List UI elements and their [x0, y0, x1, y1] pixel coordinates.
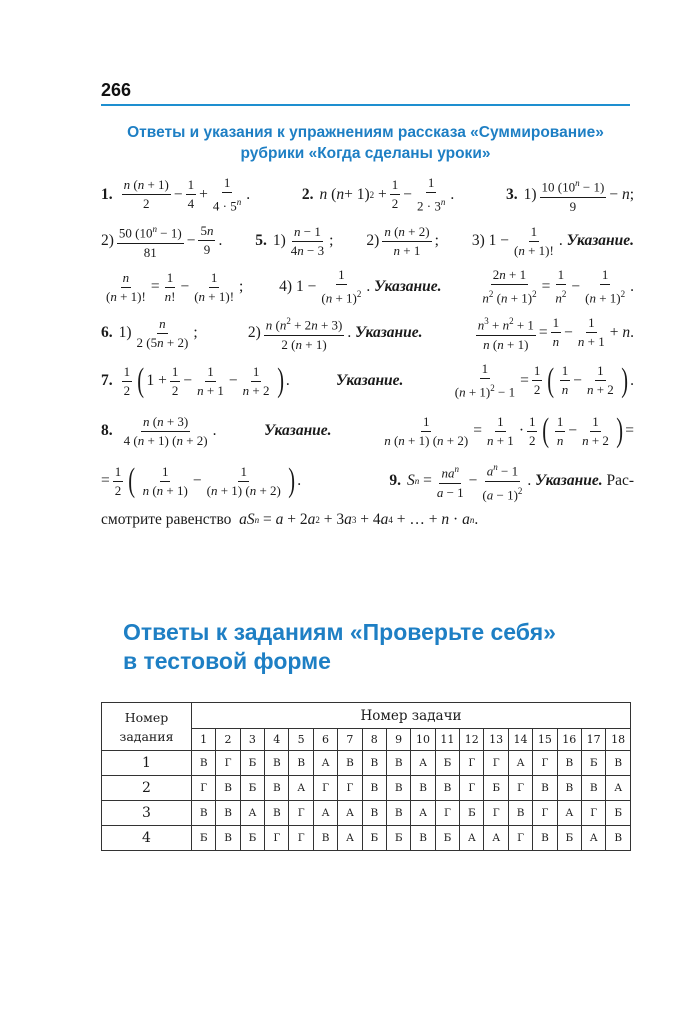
table-body	[102, 751, 631, 851]
section-title-line-1: Ответы и указания к упражнениям рассказа «Суммирование»	[127, 124, 604, 141]
math-fraction: $\frac{n (n + 2)}{n + 1}$	[384, 223, 430, 258]
answer-cell: В	[216, 776, 240, 801]
answer-cell: Б	[606, 801, 631, 826]
answer-cell: А	[557, 801, 581, 826]
answer-cell: Б	[240, 776, 264, 801]
math-fraction: $\frac{1}{(n + 1) (n + 2)}$	[206, 463, 281, 498]
math-fraction: $\frac{1}{n (n + 1)}$	[142, 463, 188, 498]
math-fraction: $\frac{n (n + 3)}{4 (n + 1) (n + 2)}$	[123, 413, 208, 448]
item-5-label: 5.	[255, 232, 267, 249]
answer-cell: Г	[484, 801, 508, 826]
answer-cell: Г	[289, 826, 313, 851]
table-row	[102, 801, 631, 826]
sub-1-label: 1)	[523, 185, 537, 203]
answer-cell: В	[265, 801, 289, 826]
task-number-cell: 4	[102, 826, 192, 851]
answer-cell: Г	[460, 776, 484, 801]
math-fraction: $\frac{1}{n + 2}$	[586, 363, 614, 398]
tests-title-line-1: Ответы к заданиям «Проверьте себя»	[123, 619, 556, 645]
answer-cell: А	[338, 826, 362, 851]
answer-cell: А	[484, 826, 508, 851]
table-row	[102, 826, 631, 851]
column-number: 14	[508, 729, 532, 751]
math-fraction: $\frac{1}{(n + 1)!}$	[194, 269, 235, 304]
answer-cell: В	[289, 751, 313, 776]
sub-2-label: 2)	[247, 323, 261, 341]
answer-cell: В	[557, 751, 581, 776]
section-title-line-2: рубрики «Когда сделаны уроки»	[240, 145, 491, 162]
hint-word: Указание.	[535, 472, 603, 489]
column-number: 4	[265, 729, 289, 751]
hint-word: Указание.	[355, 323, 423, 341]
sub-1-label: 1)	[272, 232, 286, 249]
column-number: 8	[362, 729, 386, 751]
math-fraction: $\frac{1}{n + 2}$	[582, 413, 609, 448]
math-fraction: $\frac{n - 1}{4n - 3}$	[290, 223, 325, 258]
sub-3-label: 3)	[471, 232, 485, 249]
answer-cell: В	[411, 826, 435, 851]
answer-cell: В	[533, 776, 557, 801]
math-fraction: $\frac{1}{4}$	[187, 177, 195, 212]
math-fraction: $\frac{1}{2}$	[391, 177, 399, 212]
answer-cell: Б	[435, 826, 459, 851]
answer-cell: В	[386, 751, 410, 776]
answer-cell: Б	[240, 751, 264, 776]
answer-cell: В	[216, 801, 240, 826]
answer-cell: А	[508, 751, 532, 776]
answer-cell: А	[411, 751, 435, 776]
column-number: 16	[557, 729, 581, 751]
column-number: 9	[386, 729, 410, 751]
column-number: 7	[338, 729, 362, 751]
item-1-label: 1.	[101, 185, 113, 203]
answer-cell: В	[313, 826, 337, 851]
column-number: 5	[289, 729, 313, 751]
item-3-label: 3.	[506, 185, 518, 203]
math-fraction: $\frac{1}{2}$	[528, 413, 536, 448]
math-fraction: $\frac{1}{2}$	[114, 463, 122, 498]
tests-title	[123, 618, 556, 676]
line-9-end: Рас-	[606, 472, 634, 489]
task-number-cell: 2	[102, 776, 192, 801]
math-fraction: $\frac{na^n}{a - 1}$	[435, 461, 466, 500]
answer-line-3: $\frac{n}{(n + 1)!}$ = $\frac{1}{n!}$ − $\frac{1}{(n + 1)!}$ ; 4) 1 − $\frac{1}{(n + 1)^2}$ . Указание. $\frac{2n + 1}{n^2 (n + 1)^2}$ = $\frac{1}{n^2}$ − $\frac{1}{(n + 1)^2}$ .	[106, 267, 634, 306]
answer-cell: Г	[435, 801, 459, 826]
math-fraction: $\frac{1}{(n + 1)^2 - 1}$	[454, 361, 516, 400]
math-fraction: $\frac{1}{n}$	[556, 413, 564, 448]
answer-cell: В	[581, 776, 605, 801]
line-last-prefix: смотрите равенство	[101, 511, 232, 528]
item-6-label: 6.	[101, 324, 113, 341]
math-fraction: $\frac{1}{n + 1}$	[197, 363, 224, 398]
item-2-label: 2.	[301, 185, 314, 203]
answer-cell: Г	[216, 751, 240, 776]
answer-line-1: 1. $\frac{n (n + 1)}{2}$ − $\frac{1}{4}$ + $\frac{1}{4 \cdot 5^n}$ . 2. n ( n + 1) 2 + $\frac{1}{2}$ − $\frac{1}{2 \cdot 3^n}$ . 3. 1) $\frac{10 (10^n - 1)}{9}$ − n ;	[101, 175, 634, 214]
answer-cell: А	[460, 826, 484, 851]
answer-cell: Г	[313, 776, 337, 801]
answer-cell: Б	[191, 826, 215, 851]
math-fraction: $\frac{5n}{9}$	[200, 223, 214, 258]
answer-cell: Г	[338, 776, 362, 801]
math-fraction: $\frac{10 (10^n - 1)}{9}$	[540, 175, 607, 214]
answer-cell: В	[191, 801, 215, 826]
header-task-number: Номер задания	[102, 703, 192, 751]
answer-cell: Б	[386, 826, 410, 851]
answer-cell: Г	[581, 801, 605, 826]
answer-cell: Б	[435, 751, 459, 776]
hint-word: Указание.	[566, 232, 634, 249]
hint-word: Указание.	[374, 277, 442, 295]
answer-line-5: 7. $\frac{1}{2}$ ( 1 + $\frac{1}{2}$ − $\frac{1}{n + 1}$ − $\frac{1}{n + 2}$ ) . Указание. $\frac{1}{(n + 1)^2 - 1}$ = $\frac{1}{2}$ ( $\frac{1}{n}$ − $\frac{1}{n + 2}$ ) .	[101, 361, 634, 400]
answer-cell: Б	[460, 801, 484, 826]
answer-cell: А	[581, 826, 605, 851]
answer-cell: В	[216, 826, 240, 851]
hint-word: Указание.	[336, 372, 404, 389]
column-number: 15	[533, 729, 557, 751]
math-fraction: $\frac{1}{(n + 1)^2}$	[321, 267, 362, 306]
answer-cell: Г	[191, 776, 215, 801]
math-fraction: $\frac{1}{n^2}$	[555, 267, 567, 306]
answer-cell: В	[508, 801, 532, 826]
answer-cell: В	[362, 776, 386, 801]
sub-2-label: 2)	[366, 232, 380, 249]
sub-2-label: 2)	[101, 231, 114, 249]
answer-cell: Г	[508, 776, 532, 801]
math-fraction: $\frac{1}{n}$	[552, 315, 560, 350]
answer-cell: Б	[557, 826, 581, 851]
hint-word: Указание.	[264, 422, 332, 439]
math-fraction: $\frac{1}{n + 1}$	[577, 315, 605, 350]
page-number: 266	[101, 80, 132, 100]
answers-table	[101, 702, 631, 851]
task-number-cell: 1	[102, 751, 192, 776]
math-fraction: $\frac{1}{4 \cdot 5^n}$	[212, 175, 242, 214]
column-number: 18	[606, 729, 631, 751]
answer-cell: В	[338, 751, 362, 776]
math-fraction: $\frac{1}{n + 2}$	[242, 363, 270, 398]
answer-cell: В	[557, 776, 581, 801]
math-fraction: $\frac{1}{(n + 1)!}$	[514, 223, 554, 258]
math-fraction: $\frac{n (n + 1)}{2}$	[123, 177, 169, 212]
answer-cell: Б	[362, 826, 386, 851]
answer-cell: А	[313, 751, 337, 776]
answer-cell: В	[606, 751, 631, 776]
answer-cell: А	[338, 801, 362, 826]
column-number: 2	[216, 729, 240, 751]
task-number-cell: 3	[102, 801, 192, 826]
math-fraction: $\frac{1}{2}$	[123, 363, 131, 398]
answer-cell: Г	[484, 751, 508, 776]
answer-line-7: = $\frac{1}{2}$ ( $\frac{1}{n (n + 1)}$ − $\frac{1}{(n + 1) (n + 2)}$ ) . 9. S n = $\frac{na^n}{a - 1}$ − $\frac{a^n - 1}{(a - 1)^2}$ . Указание. Рас-	[101, 456, 634, 506]
answer-line-8: смотрите равенство aS n = a + 2 a 2 + 3 a 3 + 4 a 4 + … + n · a n .	[101, 511, 479, 528]
answer-cell: В	[386, 801, 410, 826]
answer-cell: Г	[533, 801, 557, 826]
column-number: 3	[240, 729, 264, 751]
answer-cell: Г	[265, 826, 289, 851]
answer-cell: Г	[289, 801, 313, 826]
answer-cell: В	[386, 776, 410, 801]
answer-cell: Б	[484, 776, 508, 801]
math-fraction: $\frac{1}{n (n + 1) (n + 2)}$	[384, 413, 469, 448]
tests-title-line-2: в тестовой форме	[123, 648, 331, 674]
answer-cell: Г	[460, 751, 484, 776]
answer-cell: А	[289, 776, 313, 801]
math-fraction: $\frac{1}{n}$	[561, 363, 569, 398]
math-fraction: $\frac{1}{2}$	[533, 363, 541, 398]
header-question-number: Номер задачи	[191, 703, 630, 729]
table-row	[102, 751, 631, 776]
column-number: 13	[484, 729, 508, 751]
answer-cell: В	[362, 751, 386, 776]
answer-line-2: 2) $\frac{50 (10^n - 1)}{81}$ − $\frac{5n}{9}$ . 5. 1) $\frac{n - 1}{4n - 3}$ ; 2) $\frac{n (n + 2)}{n + 1}$ ; 3) 1 − $\frac{1}{(n + 1)!}$ . Указание.	[101, 218, 634, 264]
item-9-label: 9.	[389, 472, 401, 489]
math-fraction: $\frac{a^n - 1}{(a - 1)^2}$	[480, 459, 524, 503]
answer-cell: В	[435, 776, 459, 801]
answer-cell: Б	[581, 751, 605, 776]
header-rule	[101, 104, 630, 106]
answer-cell: В	[606, 826, 631, 851]
math-fraction: $\frac{50 (10^n - 1)}{81}$	[117, 221, 184, 260]
answer-cell: А	[606, 776, 631, 801]
item-8-label: 8.	[101, 422, 113, 439]
answer-cell: В	[265, 751, 289, 776]
math-fraction: $\frac{1}{2}$	[171, 363, 179, 398]
math-fraction: $\frac{1}{n + 1}$	[486, 413, 514, 448]
math-fraction: $\frac{2n + 1}{n^2 (n + 1)^2}$	[482, 267, 537, 306]
sub-4-label: 4)	[279, 277, 293, 295]
answer-cell: А	[313, 801, 337, 826]
column-number: 1	[191, 729, 215, 751]
section-title	[101, 122, 630, 164]
column-number: 17	[581, 729, 605, 751]
column-number: 10	[411, 729, 435, 751]
answer-cell: В	[411, 776, 435, 801]
answer-cell: В	[191, 751, 215, 776]
answer-line-4: 6. 1) $\frac{n}{2 (5n + 2)}$ ; 2) $\frac{n (n^2 + 2n + 3)}{2 (n + 1)}$ . Указание. $\frac{n^3 + n^2 + 1}{n (n + 1)}$ = $\frac{1}{n}$ − $\frac{1}{n + 1}$ + n .	[101, 310, 634, 356]
answer-line-6: 8. $\frac{n (n + 3)}{4 (n + 1) (n + 2)}$ . Указание. $\frac{1}{n (n + 1) (n + 2)}$ = $\frac{1}{n + 1}$ · $\frac{1}{2}$ ( $\frac{1}{n}$ − $\frac{1}{n + 2}$ ) =	[101, 412, 634, 449]
column-number: 12	[460, 729, 484, 751]
sub-1-label: 1)	[118, 324, 132, 341]
answer-cell: В	[533, 826, 557, 851]
answer-cell: А	[240, 801, 264, 826]
column-number: 6	[313, 729, 337, 751]
table-row	[102, 776, 631, 801]
item-7-label: 7.	[101, 372, 113, 389]
answer-cell: Г	[533, 751, 557, 776]
math-fraction: $\frac{1}{(n + 1)^2}$	[585, 267, 626, 306]
answer-cell: Б	[240, 826, 264, 851]
math-fraction: $\frac{n}{2 (5n + 2)}$	[136, 315, 189, 350]
math-fraction: $\frac{n (n^2 + 2n + 3)}{2 (n + 1)}$	[264, 313, 345, 352]
column-number: 11	[435, 729, 459, 751]
math-fraction: $\frac{n^3 + n^2 + 1}{n (n + 1)}$	[476, 313, 536, 352]
math-fraction: $\frac{1}{n!}$	[164, 269, 176, 304]
answer-cell: Г	[508, 826, 532, 851]
math-fraction: $\frac{1}{2 \cdot 3^n}$	[416, 175, 446, 214]
answer-cell: В	[265, 776, 289, 801]
answers-block	[101, 172, 634, 534]
math-fraction: $\frac{n}{(n + 1)!}$	[106, 269, 146, 304]
answer-cell: А	[411, 801, 435, 826]
answer-cell: В	[362, 801, 386, 826]
